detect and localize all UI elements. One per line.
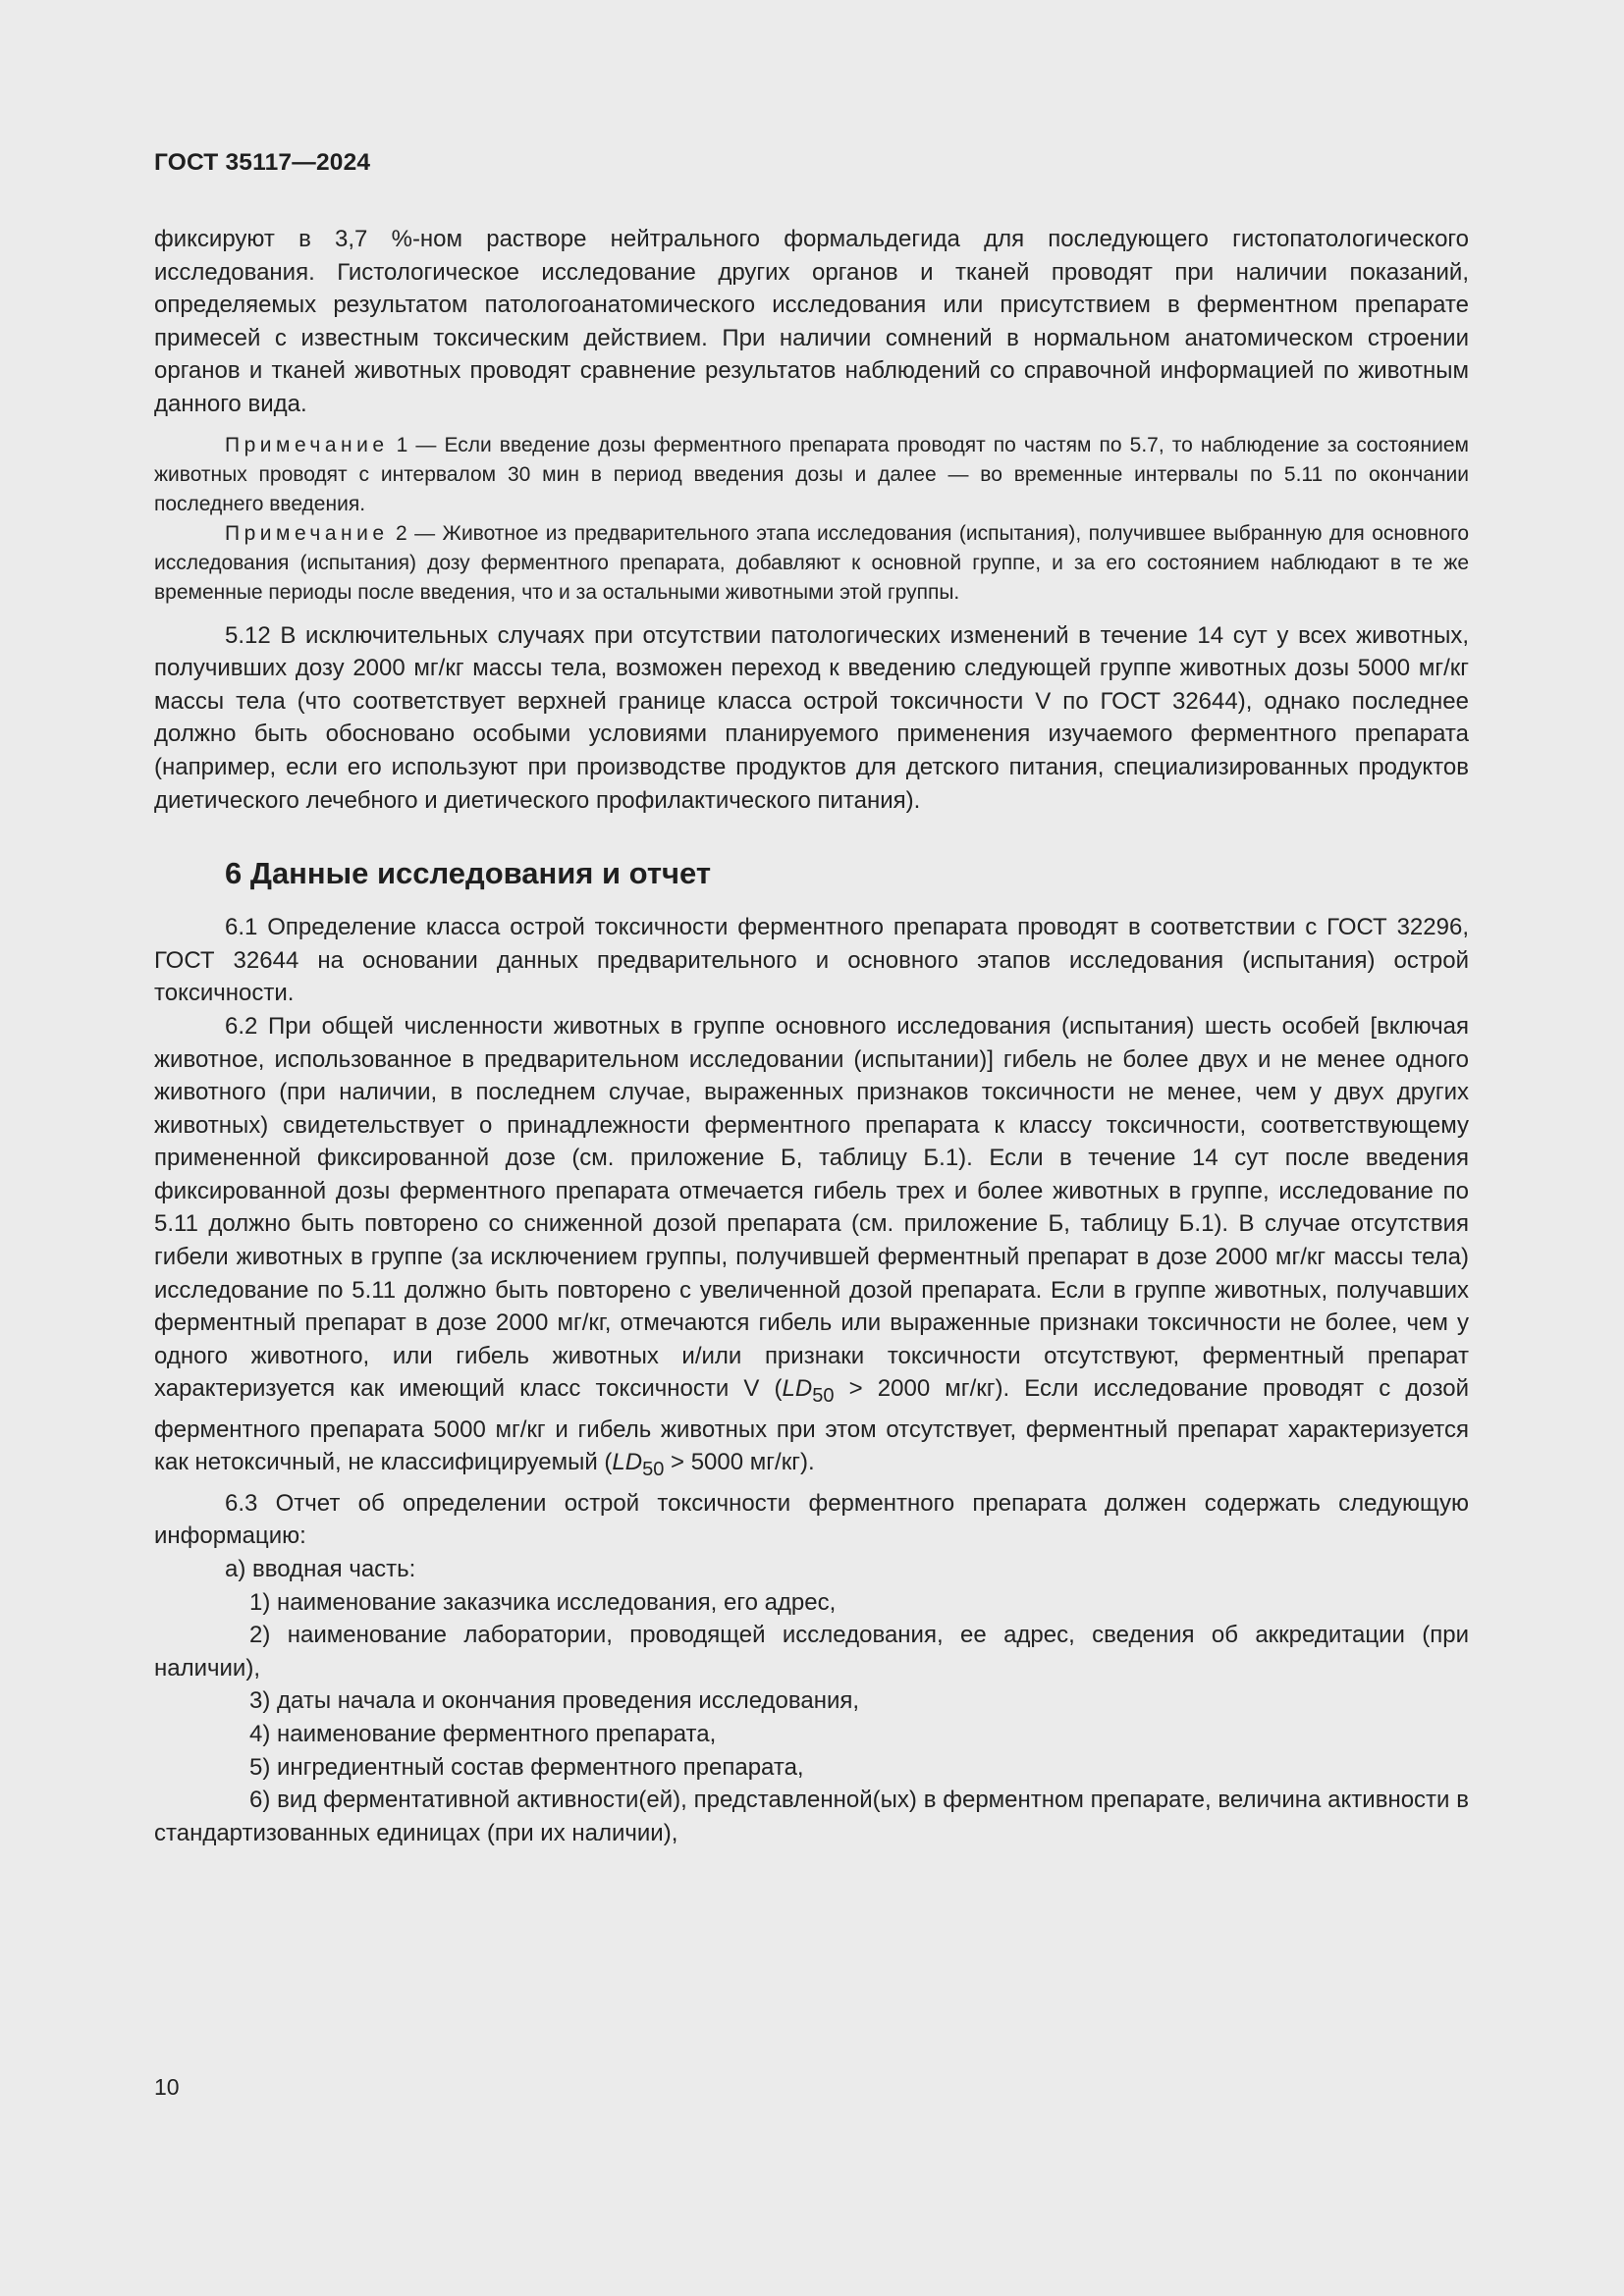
note-2-text: — Животное из предварительного этапа исследования (испытания), получившее выбранную для основного исследования (испытания) дозу ферментного препарата, добавляют к основной группе, и за его состоянием наблюдают в те же временные периоды после введения, что и за остальными животными этой группы.: [154, 521, 1469, 604]
ld-symbol: LD: [612, 1449, 643, 1476]
page-body: [154, 223, 1469, 1849]
list-item: 6) вид ферментативной активности(ей), представленной(ых) в ферментном препарате, величина активности в стандартизованных единицах (при их наличии),: [154, 1787, 1469, 1846]
ld-subscript: 50: [812, 1385, 835, 1408]
clause-6-1: 6.1 Определение класса острой токсичности ферментного препарата проводят в соответствии с ГОСТ 32296, ГОСТ 32644 на основании данных предварительного и основного этапов исследования (испытания) острой токсичности.: [154, 914, 1469, 1007]
note-1: [154, 431, 1469, 519]
note-2-number: 2: [396, 521, 407, 545]
clause-6-2-text-c: > 5000 мг/кг).: [664, 1449, 815, 1476]
clause-6-3: 6.3 Отчет об определении острой токсичности ферментного препарата должен содержать следующую информацию:: [154, 1489, 1469, 1550]
list-item: 5) ингредиентный состав ферментного препарата,: [249, 1753, 804, 1781]
clause-6-2: [154, 1010, 1469, 1487]
list-item-a: а) вводная часть:: [225, 1556, 416, 1582]
note-2: [154, 519, 1469, 608]
list-item: 2) наименование лаборатории, проводящей исследования, ее адрес, сведения об аккредитации (при наличии),: [154, 1622, 1469, 1682]
section-6-title: 6 Данные исследования и отчет: [225, 856, 712, 891]
list-item: 1) наименование заказчика исследования, его адрес,: [249, 1588, 837, 1616]
note-2-label: Примечание: [225, 521, 389, 545]
note-1-label: Примечание: [225, 433, 389, 456]
clause-6-2-text-b: > 2000 мг/кг). Если исследование проводят с дозой ферментного препарата 5000 мг/кг и гибель животных при этом отсутствует, ферментный препарат характеризуется как нетоксичный, не классифицируемый (: [154, 1375, 1469, 1476]
ld-symbol: LD: [782, 1375, 813, 1403]
continuation-paragraph: фиксируют в 3,7 %-ном растворе нейтрального формальдегида для последующего гистопатологического исследования. Гистологическое исследование других органов и тканей проводят при наличии показаний, определяемых результатом патологоанатомического исследования или присутствием в ферментном препарате примесей с известным токсическим действием. При наличии сомнений в нормальном анатомическом строении органов и тканей животных проводят сравнение результатов наблюдений со справочной информацией по животным данного вида.: [154, 226, 1469, 417]
list-item: 3) даты начала и окончания проведения исследования,: [249, 1687, 860, 1715]
document-code-header: ГОСТ 35117—2024: [154, 149, 371, 176]
note-1-number: 1: [396, 433, 408, 456]
list-item: 4) наименование ферментного препарата,: [249, 1720, 717, 1747]
note-1-text: — Если введение дозы ферментного препарата проводят по частям по 5.7, то наблюдение за состоянием животных проводят с интервалом 30 мин в период введения дозы и далее — во временные интервалы по 5.11 по окончании последнего введения.: [154, 433, 1469, 515]
page-number: 10: [154, 2074, 180, 2100]
clause-6-2-text-a: 6.2 При общей численности животных в группе основного исследования (испытания) шесть особей [включая животное, использованное в предварительном исследовании (испытании)] гибель не более двух и не менее одного животного (при наличии, в последнем случае, выраженных признаков токсичности не менее, чем у двух других животных) свидетельствует о принадлежности ферментного препарата к классу токсичности, соответствующему примененной фиксированной дозе (см. приложение Б, таблицу Б.1). Если в течение 14 сут после введения фиксированной дозы ферментного препарата отмечается гибель трех и более животных в группе, исследование по 5.11 должно быть повторено со сниженной дозой препарата (см. приложение Б, таблицу Б.1). В случае отсутствия гибели животных в группе (за исключением группы, получившей ферментный препарат в дозе 2000 мг/кг массы тела) исследование по 5.11 должно быть повторено с увеличенной дозой препарата. Если в группе животных, получавших ферментный препарат в дозе 2000 мг/кг, отмечаются гибель или выраженные признаки токсичности не более, чем у одного животного, или гибель животных и/или признаки токсичности отсутствуют, ферментный препарат характеризуется как имеющий класс токсичности V (: [154, 1012, 1469, 1403]
clause-5-12: 5.12 В исключительных случаях при отсутствии патологических изменений в течение 14 сут у всех животных, получивших дозу 2000 мг/кг массы тела, возможен переход к введению следующей группе животных дозы 5000 мг/кг массы тела (что соответствует верхней границе класса острой токсичности V по ГОСТ 32644), однако последнее должно быть обосновано особыми условиями планируемого применения изучаемого ферментного препарата (например, если его используют при производстве продуктов для детского питания, специализированных продуктов диетического лечебного и диетического профилактического питания).: [154, 621, 1469, 814]
ld-subscript: 50: [642, 1459, 665, 1481]
